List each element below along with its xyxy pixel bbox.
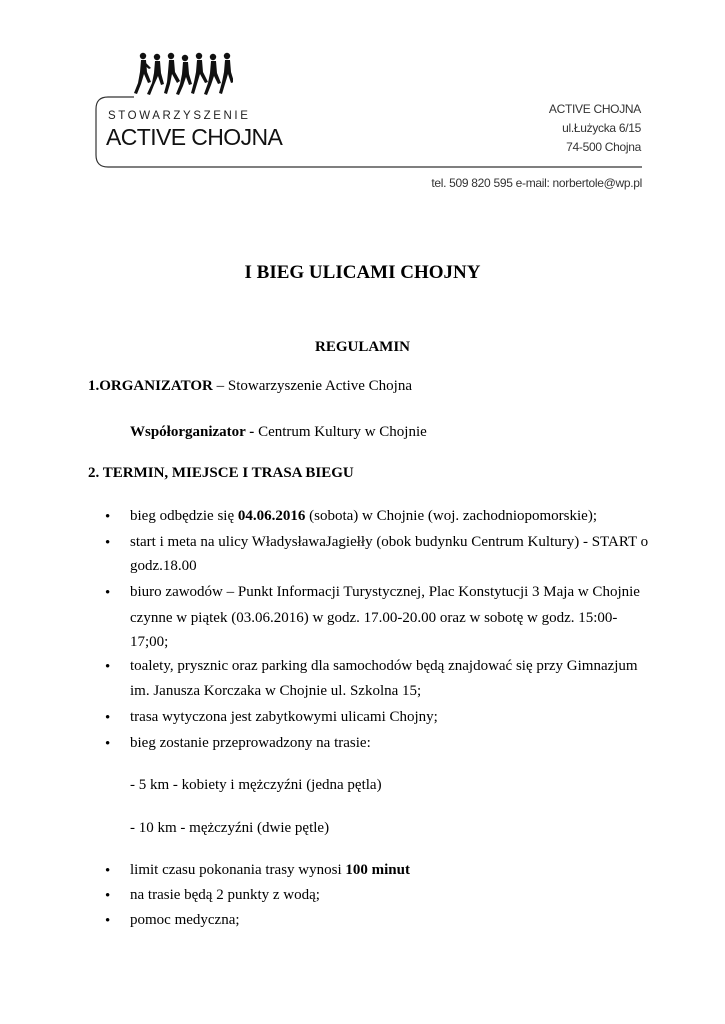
list-item bbox=[130, 862, 410, 879]
time-limit: 100 minut bbox=[345, 862, 410, 878]
bullet bbox=[105, 863, 110, 880]
text: (sobota) w Chojnie (woj. zachodniopomorskie); bbox=[305, 508, 597, 524]
list-item-line: 17;00; bbox=[130, 634, 169, 650]
section-heading: 1.ORGANIZATOR bbox=[88, 378, 213, 394]
bullet bbox=[105, 710, 110, 727]
address-block bbox=[549, 100, 641, 157]
co-organizer-label: Współorganizator - bbox=[130, 424, 255, 440]
list-item: pomoc medyczna; bbox=[130, 912, 240, 928]
bullet bbox=[105, 659, 110, 676]
text: bieg odbędzie się bbox=[130, 508, 238, 524]
list-item-line: toalety, prysznic oraz parking dla samochodów będą znajdować się przy Gimnazjum bbox=[130, 658, 638, 674]
section-organizer bbox=[88, 378, 412, 395]
list-item bbox=[130, 508, 597, 525]
logo-line1: STOWARZYSZENIE bbox=[108, 110, 251, 122]
bullet bbox=[105, 509, 110, 526]
list-item: trasa wytyczona jest zabytkowymi ulicami Chojny; bbox=[130, 709, 438, 725]
bullet bbox=[105, 535, 110, 552]
event-date: 04.06.2016 bbox=[237, 508, 306, 524]
list-item-line: godz.18.00 bbox=[130, 558, 197, 574]
address-line: ul.Łużycka 6/15 bbox=[562, 121, 641, 135]
bullet bbox=[105, 913, 110, 930]
contact-line: tel. 509 820 595 e-mail: norbertole@wp.pl bbox=[431, 176, 642, 190]
list-item-line: czynne w piątek (03.06.2016) w godz. 17.00-20.00 oraz w sobotę w godz. 15:00- bbox=[130, 610, 618, 626]
page-title: I BIEG ULICAMI CHOJNY bbox=[244, 262, 481, 283]
route-10km: - 10 km - mężczyźni (dwie pętle) bbox=[130, 820, 330, 836]
list-item-line: im. Janusza Korczaka w Chojnie ul. Szkolna 15; bbox=[130, 683, 422, 699]
address-line: ACTIVE CHOJNA bbox=[548, 102, 641, 116]
bullet bbox=[105, 585, 110, 602]
list-item: na trasie będą 2 punkty z wodą; bbox=[130, 887, 320, 903]
organizer-name: Stowarzyszenie Active Chojna bbox=[227, 378, 413, 394]
list-item-line: start i meta na ulicy WładysławaJagiełły (obok budynku Centrum Kultury) - START o bbox=[130, 534, 649, 550]
logo-line2: ACTIVE CHOJNA bbox=[106, 124, 283, 150]
runners-silhouette-icon bbox=[133, 52, 233, 96]
text: limit czasu pokonania trasy wynosi bbox=[130, 862, 346, 878]
section-heading: 2. TERMIN, MIEJSCE I TRASA BIEGU bbox=[88, 465, 354, 481]
document-subtitle: REGULAMIN bbox=[314, 339, 410, 355]
co-organizer-name: Centrum Kultury w Chojnie bbox=[254, 424, 427, 440]
bullet bbox=[105, 736, 110, 753]
list-item: bieg zostanie przeprowadzony na trasie: bbox=[130, 735, 371, 751]
co-organizer bbox=[130, 424, 427, 441]
dash: – bbox=[212, 378, 228, 394]
address-line: 74-500 Chojna bbox=[566, 140, 641, 154]
route-5km: - 5 km - kobiety i mężczyźni (jedna pętla) bbox=[130, 777, 382, 793]
bullet bbox=[105, 888, 110, 905]
list-item-line: biuro zawodów – Punkt Informacji Turystycznej, Plac Konstytucji 3 Maja w Chojnie bbox=[130, 584, 640, 600]
